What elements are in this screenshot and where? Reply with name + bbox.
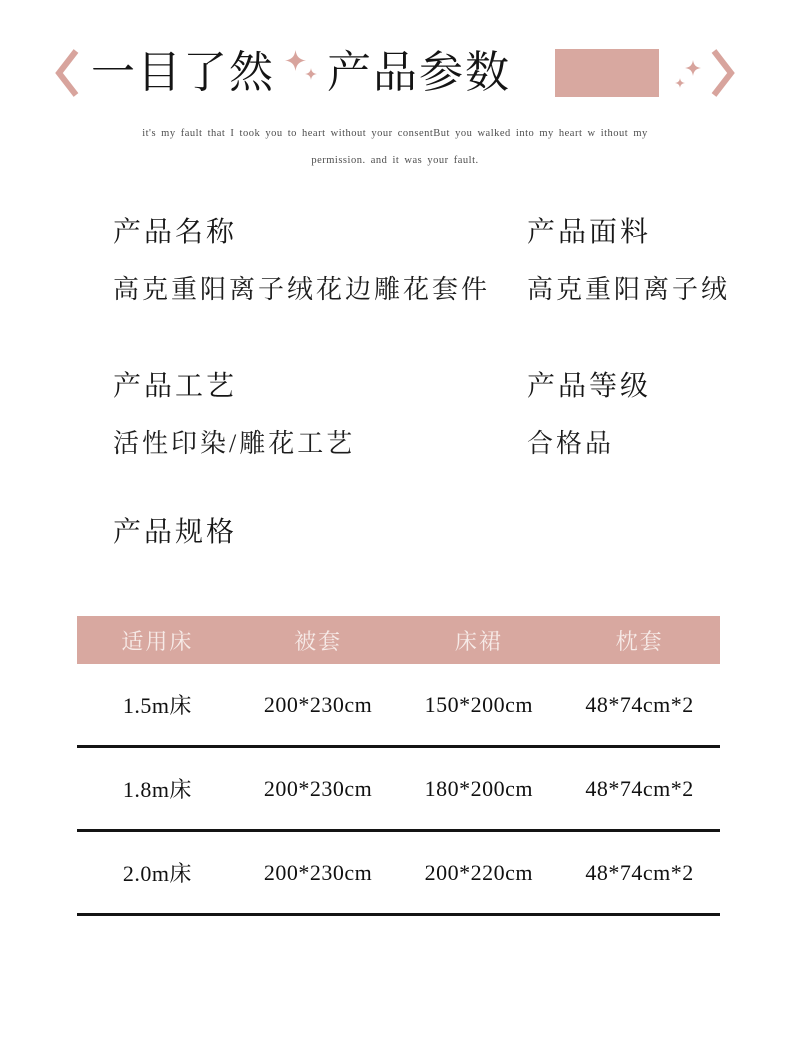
spec-product-name	[113, 216, 527, 306]
spec-value: 合格品	[527, 429, 615, 458]
table-header-cell: 被套	[294, 628, 343, 654]
spec-product-craft	[113, 370, 527, 460]
subtitle-line-1: it's my fault that I took you to heart without your consentBut you walked into my heart w ithout my	[142, 128, 648, 139]
sparkle-cluster	[283, 46, 319, 100]
table-cell: 48*74cm*2	[585, 691, 694, 717]
spec-value: 活性印染/雕花工艺	[113, 429, 356, 458]
table-header-cell: 适用床	[121, 628, 194, 654]
table-header-cell: 床裙	[454, 628, 503, 654]
table-header-cell: 枕套	[615, 628, 664, 654]
table-cell: 2.0m床	[122, 861, 192, 886]
table-cell: 1.8m床	[122, 777, 192, 802]
sparkle-icon	[685, 60, 701, 76]
sparkle-icon-small	[305, 68, 317, 80]
sparkle-icon-small	[675, 78, 685, 88]
chevron-right-icon	[711, 47, 735, 99]
subtitle	[0, 120, 790, 174]
table-cell: 180*200cm	[424, 775, 534, 801]
spec-value: 高克重阳离子绒花边雕花套件	[113, 275, 491, 304]
table-cell: 1.5m床	[122, 693, 192, 718]
page-title-left: 一目了然	[91, 47, 275, 97]
spec-label: 产品等级	[527, 371, 652, 402]
spec-label: 产品面料	[527, 217, 652, 248]
spec-value: 高克重阳离子绒	[527, 275, 731, 304]
table-row	[77, 748, 720, 832]
spec-table	[77, 616, 720, 916]
subtitle-line-2: permission. and it was your fault.	[311, 155, 479, 166]
spec-table-heading: 产品规格	[113, 517, 238, 548]
page-title-right: 产品参数	[327, 47, 511, 97]
table-cell: 48*74cm*2	[585, 775, 694, 801]
section-title-row	[0, 0, 790, 100]
table-cell: 48*74cm*2	[585, 859, 694, 885]
product-specs-grid	[113, 216, 790, 460]
table-cell: 200*220cm	[424, 859, 534, 885]
spec-product-grade	[527, 370, 790, 460]
sparkle-icon	[285, 50, 306, 71]
sparkle-cluster	[675, 46, 705, 100]
table-cell: 150*200cm	[424, 691, 534, 717]
table-header-row	[77, 616, 720, 664]
table-cell: 200*230cm	[263, 691, 373, 717]
title-accent-rectangle	[555, 49, 659, 97]
table-cell: 200*230cm	[263, 775, 373, 801]
chevron-left-icon	[55, 47, 79, 99]
spec-product-fabric	[527, 216, 790, 306]
table-row	[77, 832, 720, 916]
spec-label: 产品工艺	[113, 371, 238, 402]
spec-label: 产品名称	[113, 217, 238, 248]
table-cell: 200*230cm	[263, 859, 373, 885]
table-row	[77, 664, 720, 748]
